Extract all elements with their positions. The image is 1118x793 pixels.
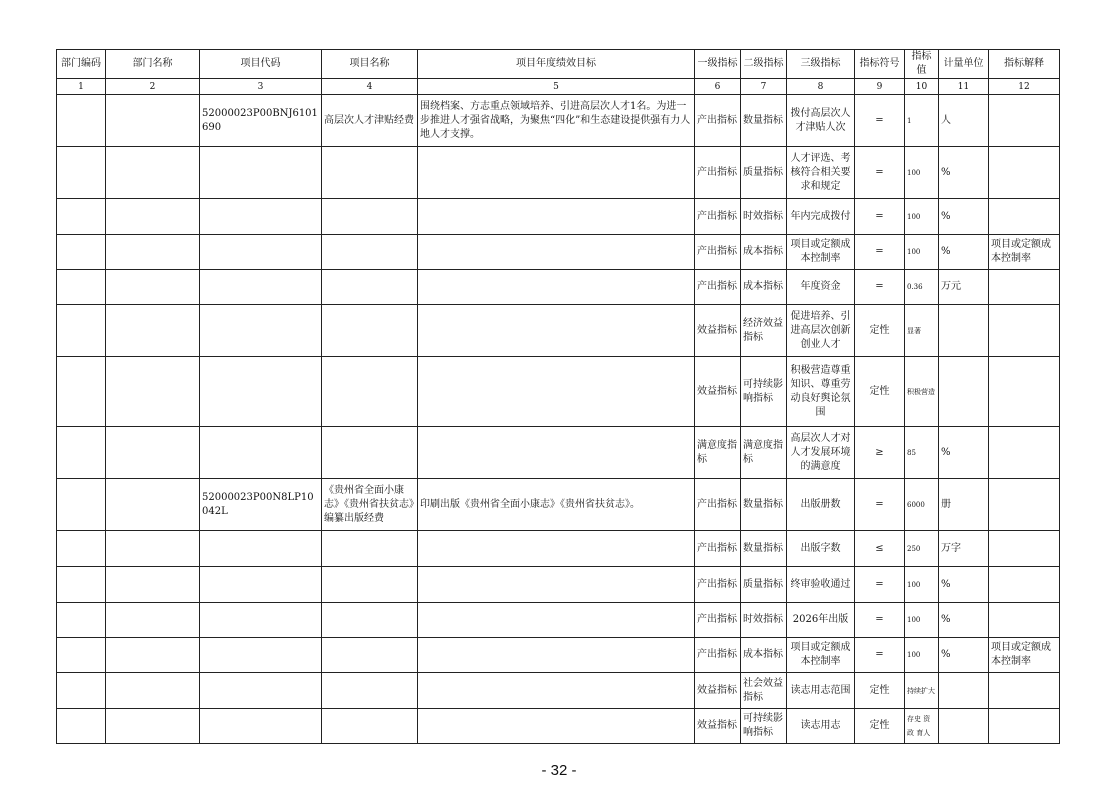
dept-code-cell	[57, 638, 106, 673]
value-cell: 0.36	[905, 270, 939, 305]
col-header-level1: 一级指标	[695, 50, 741, 79]
level2-cell: 可持续影响指标	[741, 357, 787, 427]
dept-name-cell	[106, 709, 200, 744]
dept-name-cell	[106, 531, 200, 567]
column-number: 6	[695, 79, 741, 95]
level3-cell: 高层次人才对人才发展环境的满意度	[787, 427, 855, 479]
column-number: 10	[905, 79, 939, 95]
project-code-cell	[200, 270, 322, 305]
dept-name-cell	[106, 270, 200, 305]
goal-cell	[418, 305, 695, 357]
note-cell	[989, 673, 1060, 709]
project-name-cell	[322, 567, 418, 603]
symbol-cell: =	[855, 235, 905, 270]
table-row	[57, 638, 1060, 673]
level3-cell: 人才评选、考核符合相关要求和规定	[787, 147, 855, 199]
unit-cell: %	[939, 147, 989, 199]
col-header-level2: 二级指标	[741, 50, 787, 79]
unit-cell: 册	[939, 479, 989, 531]
column-number: 4	[322, 79, 418, 95]
dept-code-cell	[57, 235, 106, 270]
symbol-cell: ≤	[855, 531, 905, 567]
level2-cell: 社会效益指标	[741, 673, 787, 709]
project-code-cell	[200, 531, 322, 567]
dept-code-cell	[57, 199, 106, 235]
dept-code-cell	[57, 531, 106, 567]
level2-cell: 成本指标	[741, 270, 787, 305]
column-number: 3	[200, 79, 322, 95]
project-code-cell	[200, 567, 322, 603]
note-cell	[989, 427, 1060, 479]
dept-name-cell	[106, 95, 200, 147]
col-header-unit: 计量单位	[939, 50, 989, 79]
table-row	[57, 305, 1060, 357]
table-row	[57, 531, 1060, 567]
table-row	[57, 147, 1060, 199]
unit-cell: %	[939, 567, 989, 603]
value-cell: 积极营造	[905, 357, 939, 427]
goal-cell	[418, 531, 695, 567]
unit-cell: %	[939, 199, 989, 235]
goal-cell	[418, 567, 695, 603]
dept-code-cell	[57, 357, 106, 427]
header-row	[57, 50, 1060, 79]
col-header-symbol: 指标符号	[855, 50, 905, 79]
level1-cell: 效益指标	[695, 709, 741, 744]
level2-cell: 时效指标	[741, 199, 787, 235]
note-cell: 项目或定额成本控制率	[989, 235, 1060, 270]
project-name-cell	[322, 709, 418, 744]
note-cell	[989, 199, 1060, 235]
column-number: 8	[787, 79, 855, 95]
level2-cell: 时效指标	[741, 603, 787, 638]
dept-code-cell	[57, 709, 106, 744]
unit-cell: %	[939, 638, 989, 673]
value-cell: 250	[905, 531, 939, 567]
project-code-cell	[200, 427, 322, 479]
value-cell: 100	[905, 235, 939, 270]
goal-cell	[418, 357, 695, 427]
project-name-cell: 《贵州省全面小康志》《贵州省扶贫志》编纂出版经费	[322, 479, 418, 531]
unit-cell: 万字	[939, 531, 989, 567]
level1-cell: 产出指标	[695, 270, 741, 305]
project-code-cell	[200, 147, 322, 199]
goal-cell: 印刷出版《贵州省全面小康志》《贵州省扶贫志》。	[418, 479, 695, 531]
unit-cell	[939, 673, 989, 709]
project-name-cell	[322, 305, 418, 357]
unit-cell: 万元	[939, 270, 989, 305]
dept-code-cell	[57, 305, 106, 357]
note-cell	[989, 479, 1060, 531]
column-number: 7	[741, 79, 787, 95]
dept-name-cell	[106, 673, 200, 709]
dept-name-cell	[106, 147, 200, 199]
level3-cell: 出版册数	[787, 479, 855, 531]
symbol-cell: =	[855, 638, 905, 673]
project-name-cell	[322, 673, 418, 709]
value-cell: 100	[905, 567, 939, 603]
dept-code-cell	[57, 95, 106, 147]
column-number: 5	[418, 79, 695, 95]
symbol-cell: =	[855, 479, 905, 531]
project-name-cell	[322, 270, 418, 305]
value-cell: 1	[905, 95, 939, 147]
value-cell: 100	[905, 603, 939, 638]
table-row	[57, 427, 1060, 479]
project-name-cell	[322, 427, 418, 479]
level3-cell: 项目或定额成本控制率	[787, 638, 855, 673]
note-cell	[989, 603, 1060, 638]
level1-cell: 产出指标	[695, 531, 741, 567]
level1-cell: 产出指标	[695, 638, 741, 673]
level2-cell: 质量指标	[741, 147, 787, 199]
project-code-cell	[200, 638, 322, 673]
level3-cell: 终审验收通过	[787, 567, 855, 603]
value-cell: 持续扩大	[905, 673, 939, 709]
project-name-cell	[322, 147, 418, 199]
col-header-note: 指标解释	[989, 50, 1060, 79]
project-name-cell	[322, 357, 418, 427]
dept-code-cell	[57, 673, 106, 709]
table-row	[57, 709, 1060, 744]
level1-cell: 效益指标	[695, 673, 741, 709]
symbol-cell: =	[855, 270, 905, 305]
project-code-cell	[200, 673, 322, 709]
symbol-cell: =	[855, 603, 905, 638]
level2-cell: 成本指标	[741, 235, 787, 270]
dept-name-cell	[106, 235, 200, 270]
level3-cell: 年内完成拨付	[787, 199, 855, 235]
unit-cell	[939, 305, 989, 357]
dept-name-cell	[106, 567, 200, 603]
value-cell: 显著	[905, 305, 939, 357]
dept-code-cell	[57, 427, 106, 479]
project-code-cell	[200, 709, 322, 744]
value-cell: 100	[905, 199, 939, 235]
column-number: 12	[989, 79, 1060, 95]
level3-cell: 拨付高层次人才津贴人次	[787, 95, 855, 147]
note-cell	[989, 531, 1060, 567]
column-number: 11	[939, 79, 989, 95]
value-cell: 6000	[905, 479, 939, 531]
table-row	[57, 567, 1060, 603]
goal-cell	[418, 427, 695, 479]
goal-cell	[418, 603, 695, 638]
goal-cell	[418, 709, 695, 744]
unit-cell: 人	[939, 95, 989, 147]
level3-cell: 积极营造尊重知识、尊重劳动良好舆论氛围	[787, 357, 855, 427]
project-name-cell	[322, 235, 418, 270]
table-row	[57, 199, 1060, 235]
symbol-cell: =	[855, 147, 905, 199]
project-name-cell: 高层次人才津贴经费	[322, 95, 418, 147]
column-number: 2	[106, 79, 200, 95]
level1-cell: 满意度指标	[695, 427, 741, 479]
unit-cell	[939, 709, 989, 744]
col-header-project-name: 项目名称	[322, 50, 418, 79]
table-row	[57, 357, 1060, 427]
table-row	[57, 95, 1060, 147]
project-code-cell	[200, 603, 322, 638]
note-cell	[989, 147, 1060, 199]
symbol-cell: =	[855, 95, 905, 147]
project-name-cell	[322, 199, 418, 235]
project-code-cell	[200, 199, 322, 235]
goal-cell	[418, 199, 695, 235]
level2-cell: 数量指标	[741, 479, 787, 531]
level3-cell: 读志用志范围	[787, 673, 855, 709]
level3-cell: 年度资金	[787, 270, 855, 305]
note-cell	[989, 357, 1060, 427]
value-cell: 存史 资政 育人	[905, 709, 939, 744]
level2-cell: 可持续影响指标	[741, 709, 787, 744]
note-cell	[989, 95, 1060, 147]
level1-cell: 效益指标	[695, 357, 741, 427]
goal-cell	[418, 638, 695, 673]
column-number: 9	[855, 79, 905, 95]
level2-cell: 成本指标	[741, 638, 787, 673]
level1-cell: 产出指标	[695, 199, 741, 235]
project-name-cell	[322, 531, 418, 567]
dept-name-cell	[106, 199, 200, 235]
dept-code-cell	[57, 147, 106, 199]
symbol-cell: 定性	[855, 673, 905, 709]
value-cell: 100	[905, 638, 939, 673]
symbol-cell: 定性	[855, 305, 905, 357]
level1-cell: 产出指标	[695, 147, 741, 199]
unit-cell: %	[939, 603, 989, 638]
col-header-goal: 项目年度绩效目标	[418, 50, 695, 79]
dept-name-cell	[106, 305, 200, 357]
level1-cell: 效益指标	[695, 305, 741, 357]
col-header-dept-name: 部门名称	[106, 50, 200, 79]
column-number: 1	[57, 79, 106, 95]
level1-cell: 产出指标	[695, 479, 741, 531]
level3-cell: 出版字数	[787, 531, 855, 567]
symbol-cell: ≥	[855, 427, 905, 479]
project-name-cell	[322, 638, 418, 673]
table-row	[57, 479, 1060, 531]
level2-cell: 数量指标	[741, 95, 787, 147]
dept-name-cell	[106, 638, 200, 673]
goal-cell: 围绕档案、方志重点领域培养、引进高层次人才1名。为进一步推进人才强省战略，为聚焦“四化”和生态建设提供强有力人地人才支撑。	[418, 95, 695, 147]
goal-cell	[418, 235, 695, 270]
symbol-cell: 定性	[855, 709, 905, 744]
unit-cell	[939, 357, 989, 427]
table-row	[57, 270, 1060, 305]
note-cell: 项目或定额成本控制率	[989, 638, 1060, 673]
col-header-dept-code: 部门编码	[57, 50, 106, 79]
level1-cell: 产出指标	[695, 567, 741, 603]
project-code-cell	[200, 357, 322, 427]
project-code-cell: 52000023P00N8LP10042L	[200, 479, 322, 531]
dept-name-cell	[106, 479, 200, 531]
level3-cell: 促进培养、引进高层次创新创业人才	[787, 305, 855, 357]
symbol-cell: =	[855, 199, 905, 235]
table-row	[57, 235, 1060, 270]
dept-code-cell	[57, 567, 106, 603]
level2-cell: 满意度指标	[741, 427, 787, 479]
unit-cell: %	[939, 427, 989, 479]
note-cell	[989, 709, 1060, 744]
value-cell: 85	[905, 427, 939, 479]
note-cell	[989, 567, 1060, 603]
goal-cell	[418, 673, 695, 709]
goal-cell	[418, 270, 695, 305]
performance-table	[56, 49, 1060, 744]
table-row	[57, 673, 1060, 709]
level1-cell: 产出指标	[695, 95, 741, 147]
col-header-project-code: 项目代码	[200, 50, 322, 79]
level3-cell: 读志用志	[787, 709, 855, 744]
table-row	[57, 603, 1060, 638]
column-number-row	[57, 79, 1060, 95]
symbol-cell: =	[855, 567, 905, 603]
level1-cell: 产出指标	[695, 235, 741, 270]
project-code-cell	[200, 235, 322, 270]
dept-name-cell	[106, 603, 200, 638]
level3-cell: 2026年出版	[787, 603, 855, 638]
note-cell	[989, 305, 1060, 357]
dept-name-cell	[106, 427, 200, 479]
note-cell	[989, 270, 1060, 305]
level2-cell: 经济效益指标	[741, 305, 787, 357]
dept-code-cell	[57, 270, 106, 305]
project-code-cell: 52000023P00BNJ6101690	[200, 95, 322, 147]
value-cell: 100	[905, 147, 939, 199]
unit-cell: %	[939, 235, 989, 270]
goal-cell	[418, 147, 695, 199]
page-number: - 32 -	[541, 762, 577, 779]
dept-name-cell	[106, 357, 200, 427]
symbol-cell: 定性	[855, 357, 905, 427]
project-name-cell	[322, 603, 418, 638]
dept-code-cell	[57, 479, 106, 531]
col-header-level3: 三级指标	[787, 50, 855, 79]
level2-cell: 数量指标	[741, 531, 787, 567]
level1-cell: 产出指标	[695, 603, 741, 638]
level2-cell: 质量指标	[741, 567, 787, 603]
table-body	[57, 95, 1060, 744]
level3-cell: 项目或定额成本控制率	[787, 235, 855, 270]
dept-code-cell	[57, 603, 106, 638]
project-code-cell	[200, 305, 322, 357]
col-header-value: 指标值	[905, 50, 939, 79]
